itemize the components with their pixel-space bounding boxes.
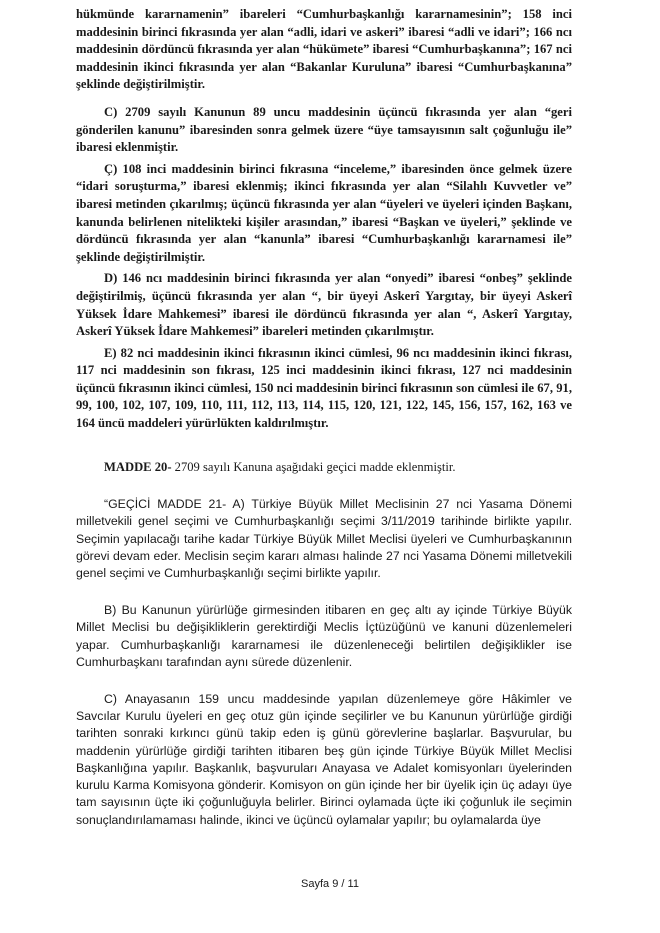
provisional-article-c: C) Anayasanın 159 uncu maddesinde yapılan düzenlemeye göre Hâkimler ve Savcılar Kurulu üyeleri en geç otuz gün içinde seçilirler ve bu Kanunun yürürlüğe girdiği tarihten sonraki kırkıncı günü takip eden iş günü görevlerine başlarlar. Başvurular, bu maddenin yürürlüğe girdiği tarihten itibaren beş gün içinde Türkiye Büyük Millet Meclisi Başkanlığına yapılır. Başkanlık, başvuruları Anayasa ve Adalet komisyonları üyelerinden kurulu Karma Komisyona gönderir. Komisyon on gün içinde her bir üyelik için üç adayı üye tam sayısının üçte iki çoğunluğuyla belirler. Birinci oylamada üçte iki çoğunluk ile seçimin sonuçlandırılamaması halinde, ikinci ve üçüncü oylamalar yapılır; bu oylamalarda üye — [76, 692, 572, 827]
paragraph-continuation: hükmünde kararnamenin” ibareleri “Cumhurbaşkanlığı kararnamesinin”; 158 inci maddesinin birinci fıkrasında yer alan “adli, idari ve askeri” ibaresi “adli ve idari”; 166 ncı maddesinin dördüncü fıkrasında yer alan “hükümete” ibaresi “Cumhurbaşkanına”; 167 nci maddesinin ikinci fıkrasında yer alan “Bakanlar Kuruluna” ibaresi “Cumhurbaşkanına” şeklinde değiştirilmiştir. — [76, 7, 572, 92]
paragraph-c: C) 2709 sayılı Kanunun 89 uncu maddesinin üçüncü fıkrasında yer alan “geri gönderilen kanunu” ibaresinden sonra gelmek üzere “üye tamsayısının salt çoğunluğu ile” ibaresi eklenmiştir. — [76, 104, 572, 155]
page-number: Sayfa 9 / 11 — [301, 878, 359, 890]
article-label: MADDE 20- — [104, 459, 172, 474]
paragraph-d: D) 146 ncı maddesinin birinci fıkrasında yer alan “onyedi” ibaresi “onbeş” şeklinde değiştirilmiş, üçüncü fıkrasında yer alan “, bir üyeyi Askerî Yargıtay, bir üyeyi Askerî Yüksek İdare Mahkemesi” ibaresi ile dördüncü fıkrasında yer alan “, Askerî Yargıtay, Askerî Yüksek İdare Mahkemesi” ibareleri metinden çıkarılmıştır. — [76, 271, 572, 339]
paragraph-cc: Ç) 108 inci maddesinin birinci fıkrasına “inceleme,” ibaresinden önce gelmek üzere “idari soruşturma,” ibaresi eklenmiş; ikinci fıkrasında yer alan “Silahlı Kuvvetler ve” ibaresi metinden çıkarılmış; üçüncü fıkrasında yer alan “üyeleri ve üyeleri içinden Başkanı, kanunda belirlenen nitelikteki kişiler arasından,” ibaresi “Başkan ve üyeleri,” şeklinde ve dördüncü fıkrasında yer alan “kanunla” ibaresi “Cumhurbaşkanlığı kararnamesi ile” şeklinde değiştirilmiştir. — [76, 161, 572, 264]
provisional-article-b: B) Bu Kanunun yürürlüğe girmesinden itibaren en geç altı ay içinde Türkiye Büyük Millet Meclisi bu değişikliklerin gerektirdiği Meclis İçtüzüğünü ve kanuni düzenlemeleri yapar. Cumhurbaşkanlığı kararnamesi ile düzenleneceği belirtilen değişiklikler ise Cumhurbaşkanı tarafından aynı sürede düzenlenir. — [76, 603, 572, 669]
article-text: 2709 sayılı Kanuna aşağıdaki geçici madde eklenmiştir. — [171, 459, 456, 474]
provisional-article-a: “GEÇİCİ MADDE 21- A) Türkiye Büyük Millet Meclisinin 27 nci Yasama Dönemi milletvekili genel seçimi ve Cumhurbaşkanlığı seçimi 3/11/2019 tarihinde birlikte yapılır. Seçimin yapılacağı tarihe kadar Türkiye Büyük Millet Meclisi üyeleri ve Cumhurbaşkanının görevi devam eder. Meclisin seçim kararı alması halinde 27 nci Yasama Dönemi milletvekili genel seçimi ve Cumhurbaşkanlığı seçimi birlikte yapılır. — [76, 497, 572, 581]
article-heading — [76, 459, 572, 477]
paragraph-e: E) 82 nci maddesinin ikinci fıkrasının ikinci cümlesi, 96 ncı maddesinin ikinci fıkrası, 117 nci maddesinin son fıkrası, 125 inci maddesinin ikinci fıkrası, 127 nci maddesinin üçüncü fıkrasının ikinci cümlesi, 150 nci maddesinin birinci fıkrasının son cümlesi ile 67, 91, 99, 100, 102, 107, 109, 110, 111, 112, 113, 114, 115, 120, 121, 122, 145, 156, 157, 162, 163 ve 164 üncü maddeleri yürürlükten kaldırılmıştır. — [76, 345, 572, 431]
